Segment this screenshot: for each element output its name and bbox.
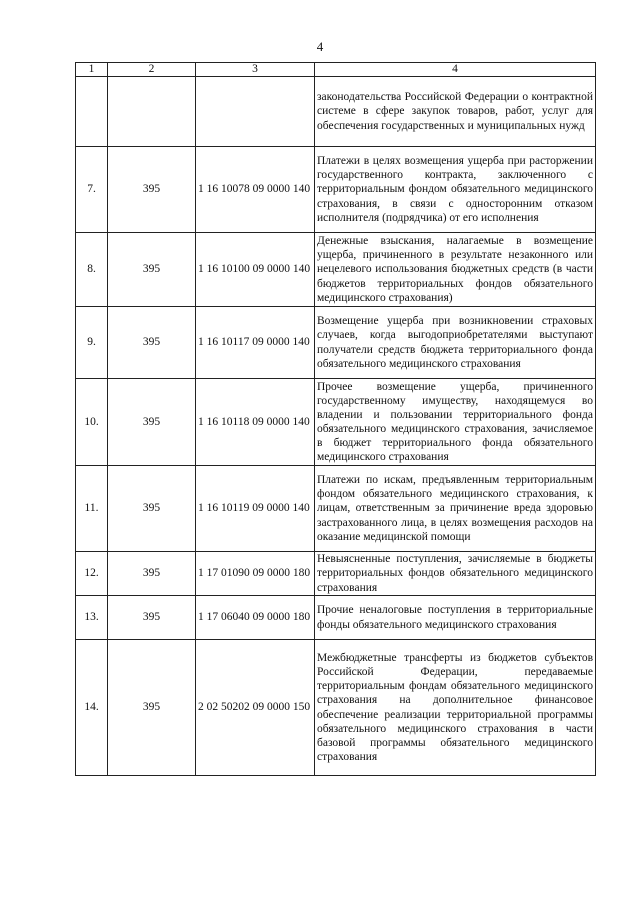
revenue-codes-table xyxy=(75,62,596,776)
admin-code-cell: 395 xyxy=(108,233,196,307)
table-body xyxy=(76,63,596,776)
table-row xyxy=(76,640,596,776)
column-number-4: 4 xyxy=(315,63,596,77)
table-row xyxy=(76,307,596,379)
column-number-2: 2 xyxy=(108,63,196,77)
admin-code-cell: 395 xyxy=(108,307,196,379)
budget-code-cell: 1 16 10100 09 0000 140 xyxy=(196,233,315,307)
row-number-cell: 7. xyxy=(76,147,108,233)
row-number-cell: 8. xyxy=(76,233,108,307)
income-description-cell: законодательства Российской Федерации о контрактной системе в сфере закупок товаров, работ, услуг для обеспечения государственных и муниципальных нужд xyxy=(315,77,596,147)
row-number-cell: 12. xyxy=(76,552,108,596)
row-number-cell: 9. xyxy=(76,307,108,379)
table-row xyxy=(76,77,596,147)
column-number-row xyxy=(76,63,596,77)
income-description-cell: Межбюджетные трансферты из бюджетов субъектов Российской Федерации, передаваемые территориальным фондам обязательного медицинского страхования на дополнительное финансовое обеспечение реализации территориальной программы обязательного медицинского страхования в части базовой программы обязательного медицинского страхования xyxy=(315,640,596,776)
table-row xyxy=(76,552,596,596)
admin-code-cell: 395 xyxy=(108,552,196,596)
budget-code-cell: 1 16 10078 09 0000 140 xyxy=(196,147,315,233)
budget-code-cell: 1 16 10117 09 0000 140 xyxy=(196,307,315,379)
income-description-cell: Прочее возмещение ущерба, причиненного государственному имуществу, находящемуся во владении и пользовании территориального фонда обязательного медицинского страхования, зачисляемое в бюджет территориального фонда обязательного медицинского страхования xyxy=(315,379,596,466)
budget-code-cell: 1 17 06040 09 0000 180 xyxy=(196,596,315,640)
table-row xyxy=(76,466,596,552)
admin-code-cell xyxy=(108,77,196,147)
column-number-3: 3 xyxy=(196,63,315,77)
income-description-cell: Невыясненные поступления, зачисляемые в бюджеты территориальных фондов обязательного медицинского страхования xyxy=(315,552,596,596)
table-row xyxy=(76,596,596,640)
table-row xyxy=(76,147,596,233)
row-number-cell: 10. xyxy=(76,379,108,466)
budget-code-cell: 1 16 10118 09 0000 140 xyxy=(196,379,315,466)
budget-code-cell: 1 16 10119 09 0000 140 xyxy=(196,466,315,552)
income-description-cell: Прочие неналоговые поступления в территориальные фонды обязательного медицинского страхования xyxy=(315,596,596,640)
table-row xyxy=(76,233,596,307)
row-number-cell: 13. xyxy=(76,596,108,640)
column-number-1: 1 xyxy=(76,63,108,77)
row-number-cell: 11. xyxy=(76,466,108,552)
admin-code-cell: 395 xyxy=(108,596,196,640)
income-description-cell: Платежи по искам, предъявленным территориальным фондом обязательного медицинского страхования, к лицам, ответственным за причинение вреда здоровью застрахованного лица, в целях возмещения расходов на оказание медицинской помощи xyxy=(315,466,596,552)
income-description-cell: Возмещение ущерба при возникновении страховых случаев, когда выгодоприобретателями выступают получатели средств бюджета территориального фонда обязательного медицинского страхования xyxy=(315,307,596,379)
budget-code-cell: 2 02 50202 09 0000 150 xyxy=(196,640,315,776)
admin-code-cell: 395 xyxy=(108,466,196,552)
admin-code-cell: 395 xyxy=(108,379,196,466)
budget-code-cell: 1 17 01090 09 0000 180 xyxy=(196,552,315,596)
budget-code-cell xyxy=(196,77,315,147)
page-number: 4 xyxy=(316,39,324,54)
row-number-cell: 14. xyxy=(76,640,108,776)
admin-code-cell: 395 xyxy=(108,640,196,776)
income-description-cell: Платежи в целях возмещения ущерба при расторжении государственного контракта, заключенного с территориальным фондом обязательного медицинского страхования, в связи с односторонним отказом исполнителя (подрядчика) от его исполнения xyxy=(315,147,596,233)
row-number-cell xyxy=(76,77,108,147)
admin-code-cell: 395 xyxy=(108,147,196,233)
income-description-cell: Денежные взыскания, налагаемые в возмещение ущерба, причиненного в результате незаконного или нецелевого использования бюджетных средств (в части бюджетов территориальных фондов обязательного медицинского страхования) xyxy=(315,233,596,307)
table-row xyxy=(76,379,596,466)
